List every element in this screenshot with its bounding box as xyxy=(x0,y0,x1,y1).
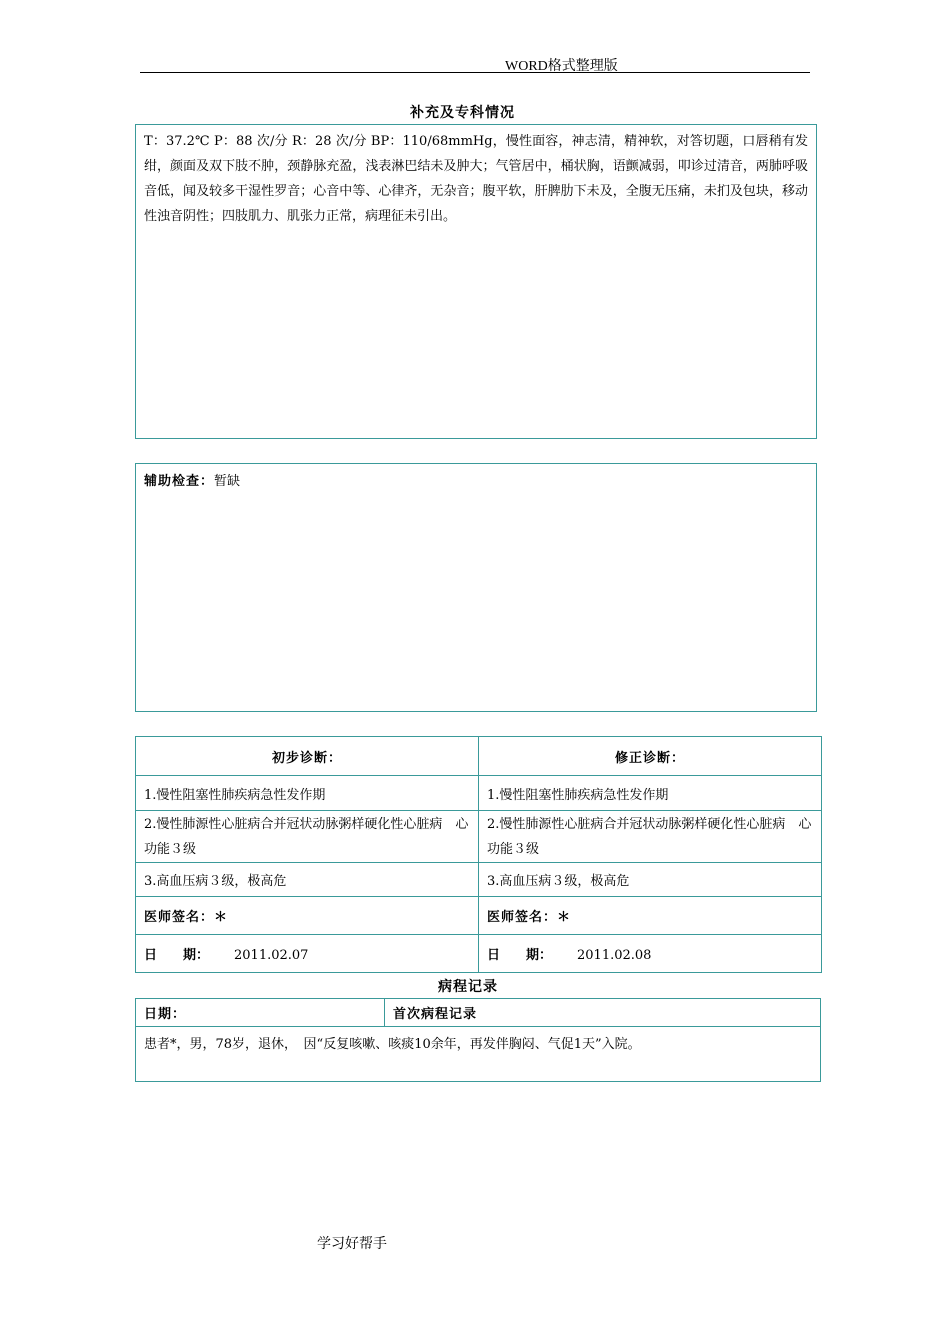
page-header xyxy=(140,54,810,73)
revised-diagnosis-item: 2.慢性肺源性心脏病合并冠状动脉粥样硬化性心脏病 心功能３级 xyxy=(479,811,822,863)
revised-date-value: 2011.02.08 xyxy=(577,948,652,963)
initial-date-value: 2011.02.07 xyxy=(234,948,309,963)
initial-diagnosis-item: 2.慢性肺源性心脏病合并冠状动脉粥样硬化性心脏病 心功能３级 xyxy=(136,811,479,863)
record-table xyxy=(135,998,821,1082)
revised-signature: 医师签名：＊ xyxy=(479,897,822,935)
record-text: 患者*，男，78岁，退休， 因“反复咳嗽、咳痰10余年，再发伴胸闷、气促1天”入院。 xyxy=(136,1027,821,1082)
initial-signature: 医师签名：＊ xyxy=(136,897,479,935)
aux-exam-label: 辅助检查： xyxy=(144,474,215,489)
initial-diagnosis-item: 1.慢性阻塞性肺疾病急性发作期 xyxy=(136,776,479,811)
initial-date: 日 期： 2011.02.07 xyxy=(136,935,479,973)
record-type-label: 首次病程记录 xyxy=(385,999,821,1027)
revised-diagnosis-item: 1.慢性阻塞性肺疾病急性发作期 xyxy=(479,776,822,811)
header-text: WORD格式整理版 xyxy=(505,59,618,74)
record-date-label: 日期： xyxy=(136,999,385,1027)
supplement-text: T：37.2℃ P：88 次/分 R：28 次/分 BP：110/68mmHg，慢性面容，神志清，精神软，对答切题，口唇稍有发绀，颜面及双下肢不肿，颈静脉充盈，浅表淋巴结未及肿大；气管居中，桶状胸，语颤减弱，叩诊过清音，两肺呼吸音低，闻及较多干湿性罗音；心音中等、心律齐，无杂音；腹平软，肝脾肋下未及，全腹无压痛，未扪及包块，移动性浊音阴性；四肢肌力、肌张力正常，病理征未引出。 xyxy=(144,134,808,224)
page-footer: 学习好帮手 xyxy=(317,1236,387,1252)
aux-exam-box xyxy=(135,463,817,712)
aux-exam-value: 暂缺 xyxy=(214,474,241,489)
diagnosis-table xyxy=(135,736,822,973)
supplement-title: 补充及专科情况 xyxy=(410,105,515,121)
record-title: 病程记录 xyxy=(438,979,498,995)
initial-diagnosis-header: 初步诊断： xyxy=(136,737,479,776)
revised-diagnosis-item: 3.高血压病３级，极高危 xyxy=(479,863,822,897)
initial-diagnosis-item: 3.高血压病３级，极高危 xyxy=(136,863,479,897)
revised-diagnosis-header: 修正诊断： xyxy=(479,737,822,776)
supplement-box xyxy=(135,124,817,439)
revised-date: 日 期： 2011.02.08 xyxy=(479,935,822,973)
